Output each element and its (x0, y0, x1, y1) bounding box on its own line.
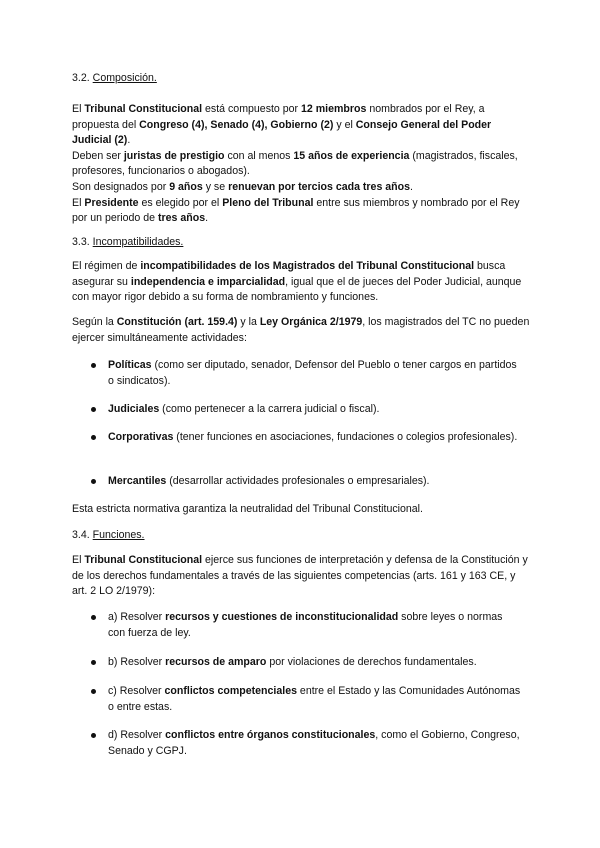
list-item: Políticas (como ser diputado, senador, Defensor del Pueblo o tener cargos en partidos o sindicatos). (91, 358, 521, 389)
bullet-icon (91, 733, 96, 738)
bullet-icon (91, 435, 96, 440)
paragraph: Deben ser juristas de prestigio con al menos 15 años de experiencia (magistrados, fiscales, profesores, funcionarios o abogados). (72, 149, 518, 178)
section-3-3-legal-basis (72, 315, 532, 346)
paragraph: Son designados por 9 años y se renuevan por tercios cada tres años. (72, 180, 413, 193)
section-title: Incompatibilidades. (92, 236, 184, 248)
bullet-icon (91, 407, 96, 412)
paragraph: El Presidente es elegido por el Pleno del Tribunal entre sus miembros y nombrado por el Rey por un periodo de tres años. (72, 196, 520, 225)
section-3-3-intro (72, 259, 532, 306)
bullet-icon (91, 479, 96, 484)
section-heading-3-2: 3.2. Composición. (72, 72, 157, 84)
paragraph: El Tribunal Constitucional está compuesto por 12 miembros nombrados por el Rey, a propuesta del Congreso (4), Senado (4), Gobierno (2) y el Consejo General del Poder Judicial (2). (72, 103, 492, 147)
bullet-icon (91, 615, 96, 620)
section-heading-3-3: 3.3. Incompatibilidades. (72, 236, 184, 248)
section-3-2-body (72, 102, 532, 227)
list-item: d) Resolver conflictos entre órganos constitucionales, como el Gobierno, Congreso, Senado y CGPJ. (91, 728, 521, 759)
list-item: c) Resolver conflictos competenciales entre el Estado y las Comunidades Autónomas o entre estas. (91, 684, 521, 715)
bullet-icon (91, 660, 96, 665)
paragraph: El régimen de incompatibilidades de los Magistrados del Tribunal Constitucional busca asegurar su independencia e imparcialidad, igual que el de jueces del Poder Judicial, aunque con mayor rigor debido a su forma de nombramiento y funciones. (72, 260, 522, 304)
bullet-icon (91, 689, 96, 694)
section-3-4-intro (72, 553, 532, 600)
section-3-3-closing (72, 502, 532, 518)
list-item: a) Resolver recursos y cuestiones de inconstitucionalidad sobre leyes o normas con fuerza de ley. (91, 610, 521, 641)
paragraph: El Tribunal Constitucional ejerce sus funciones de interpretación y defensa de la Constitución y de los derechos fundamentales a través de las siguientes competencias (arts. 161 y 163 CE, y art. 2 LO 2/1979): (72, 554, 528, 598)
section-title: Funciones. (92, 529, 145, 541)
bullet-icon (91, 363, 96, 368)
paragraph: Esta estricta normativa garantiza la neutralidad del Tribunal Constitucional. (72, 503, 423, 515)
list-item: Judiciales (como pertenecer a la carrera judicial o fiscal). (91, 402, 521, 418)
section-title: Composición. (92, 72, 157, 84)
list-item: Corporativas (tener funciones en asociaciones, fundaciones o colegios profesionales). (91, 430, 521, 446)
paragraph: Según la Constitución (art. 159.4) y la Ley Orgánica 2/1979, los magistrados del TC no pueden ejercer simultáneamente actividades: (72, 316, 530, 344)
list-item: Mercantiles (desarrollar actividades profesionales o empresariales). (91, 474, 521, 490)
section-heading-3-4: 3.4. Funciones. (72, 529, 145, 541)
list-item: b) Resolver recursos de amparo por violaciones de derechos fundamentales. (91, 655, 521, 671)
